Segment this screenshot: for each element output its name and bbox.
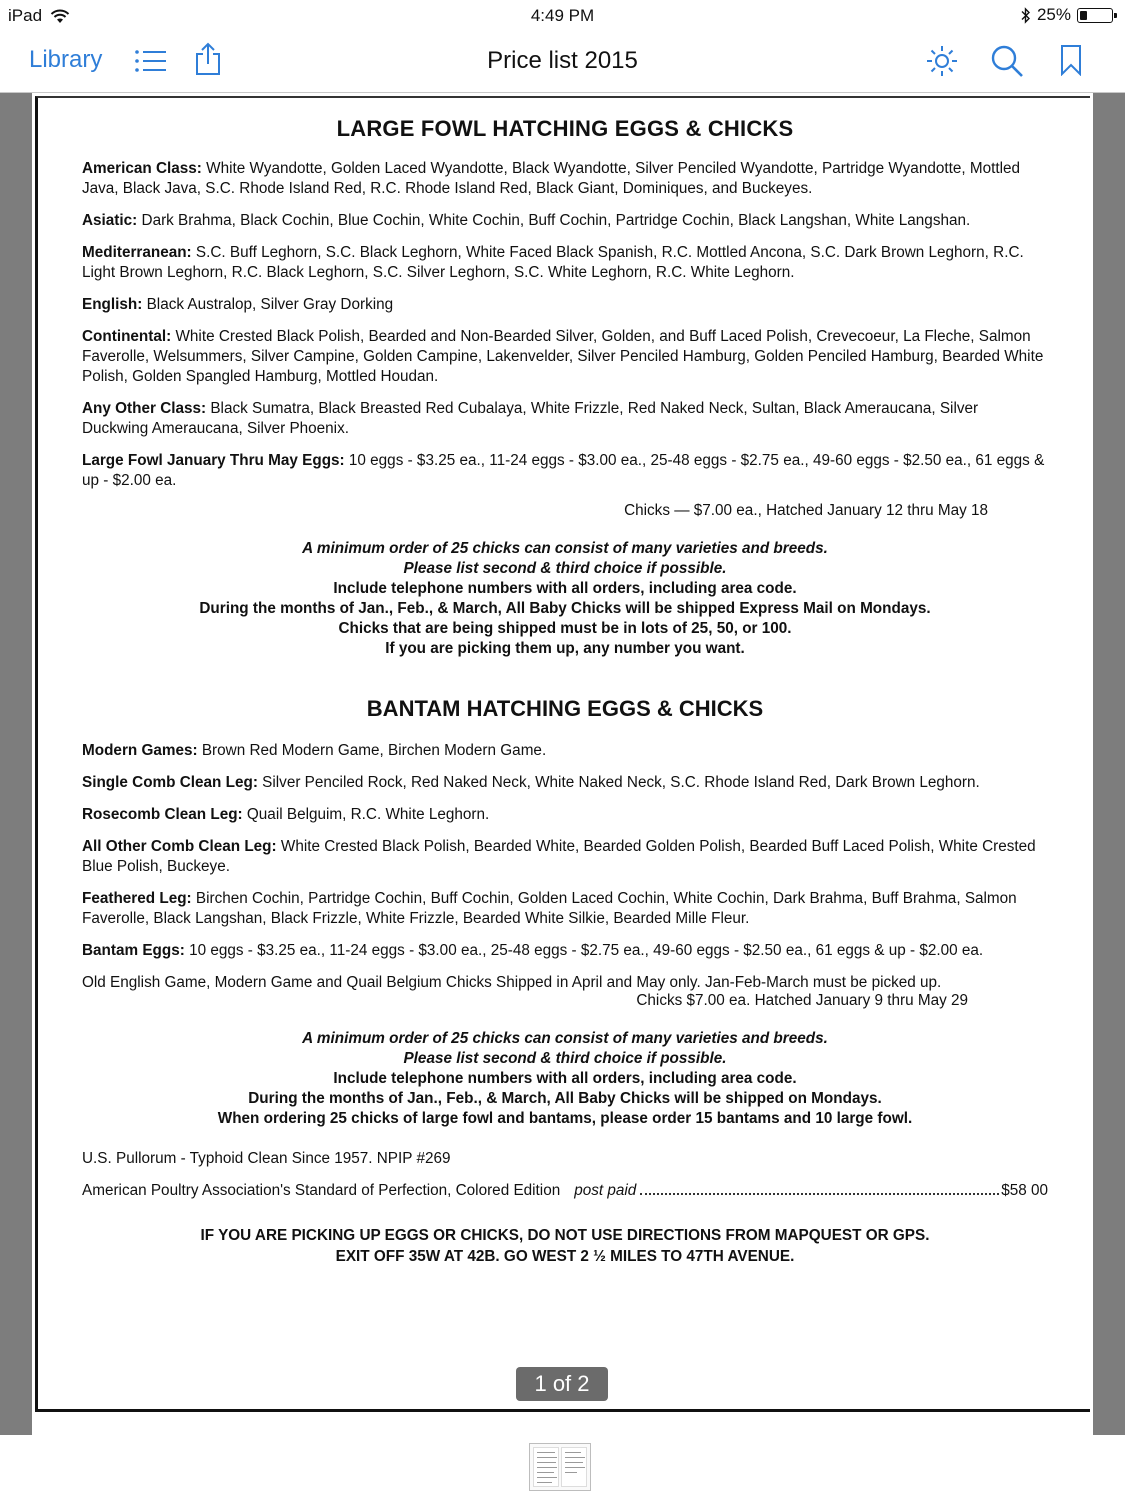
pdf-page[interactable] — [32, 93, 1093, 1435]
device-name: iPad — [8, 6, 43, 25]
class-breeds: S.C. Buff Leghorn, S.C. Black Leghorn, White Faced Black Spanish, R.C. Mottled Ancona, S.C. Dark Brown Leghorn, R.C. Light Brown Leghorn, R.C. Black Leghorn, S.C. Silver Leghorn, S.C. White Leghorn, R.C. White Leghorn. — [82, 244, 1024, 281]
class-breeds: White Crested Black Polish, Bearded White, Bearded Golden Polish, Bearded Buff Laced Polish, White Crested Blue Polish, Buckeye. — [82, 838, 1036, 875]
breed-class-paragraph — [82, 399, 1048, 439]
book-price: $58 00 — [1001, 1182, 1048, 1199]
large-fowl-notice — [82, 539, 1048, 659]
reader-toolbar — [0, 30, 1125, 93]
notice-line: Chicks that are being shipped must be in lots of 25, 50, or 100. — [338, 620, 792, 637]
pullorum-note: U.S. Pullorum - Typhoid Clean Since 1957. NPIP #269 — [82, 1150, 451, 1167]
bantam-notice — [82, 1029, 1048, 1129]
class-label: Feathered Leg: — [82, 890, 192, 907]
breed-class-paragraph — [82, 805, 1048, 825]
thumbnail-page-2 — [561, 1447, 587, 1487]
class-breeds: Black Sumatra, Black Breasted Red Cubalaya, White Frizzle, Red Naked Neck, Sultan, Black Ameraucana, Silver Duckwing Ameraucana, Silver Phoenix. — [82, 400, 979, 437]
price-label: Bantam Eggs: — [82, 942, 185, 959]
breed-class-paragraph — [82, 773, 1048, 793]
breed-class-paragraph — [82, 243, 1048, 283]
class-label: Continental: — [82, 328, 172, 345]
notice-line: Please list second & third choice if possible. — [403, 1050, 727, 1067]
class-label: Modern Games: — [82, 742, 198, 759]
notice-line: When ordering 25 chicks of large fowl and bantams, please order 15 bantams and 10 large fowl. — [217, 1110, 913, 1127]
notice-line: Include telephone numbers with all orders, including area code. — [333, 1070, 797, 1087]
class-label: English: — [82, 296, 143, 313]
breed-class-paragraph — [82, 889, 1048, 929]
breed-class-paragraph — [82, 159, 1048, 199]
brightness-icon[interactable] — [926, 45, 958, 77]
bantam-chicks-price: Chicks $7.00 ea. Hatched January 9 thru May 29 — [636, 992, 968, 1009]
search-icon[interactable] — [990, 44, 1024, 78]
class-label: Single Comb Clean Leg: — [82, 774, 258, 791]
notice-line: A minimum order of 25 chicks can consist of many varieties and breeds. — [302, 1030, 828, 1047]
notice-line: During the months of Jan., Feb., & March, All Baby Chicks will be shipped Express Mail on Mondays. — [199, 600, 931, 617]
class-breeds: White Crested Black Polish, Bearded and Non-Bearded Silver, Golden, and Buff Laced Polish, Crevecoeur, La Fleche, Salmon Faverolle, Welsummers, Silver Campine, Golden Campine, Lakenvelder, Silver Penciled Hamburg, Golden Penciled Hamburg, Bearded White Polish, Golden Spangled Hamburg, Mottled Houdan. — [82, 328, 1044, 385]
pickup-directions — [82, 1225, 1048, 1267]
book-title: American Poultry Association's Standard of Perfection, Colored Edition — [82, 1182, 561, 1199]
book-postpaid: post paid — [574, 1182, 637, 1199]
library-button[interactable]: Library — [29, 46, 103, 73]
bantam-prices — [82, 941, 1048, 961]
class-breeds: Dark Brahma, Black Cochin, Blue Cochin, White Cochin, Buff Cochin, Partridge Cochin, Black Langshan, White Langshan. — [137, 212, 971, 229]
page-thumbnail-strip — [0, 1435, 1125, 1500]
breed-class-paragraph — [82, 295, 1048, 315]
class-label: Any Other Class: — [82, 400, 207, 417]
class-label: Rosecomb Clean Leg: — [82, 806, 243, 823]
notice-line: A minimum order of 25 chicks can consist of many varieties and breeds. — [302, 540, 828, 557]
class-breeds: Black Australop, Silver Gray Dorking — [142, 296, 394, 313]
class-breeds: Quail Belguim, R.C. White Leghorn. — [242, 806, 490, 823]
large-fowl-heading: LARGE FOWL HATCHING EGGS & CHICKS — [336, 116, 794, 141]
battery-percent: 25% — [1036, 5, 1071, 24]
bluetooth-icon — [1021, 7, 1031, 24]
bantam-shipping-note: Old English Game, Modern Game and Quail Belgium Chicks Shipped in April and May only. Jan-Feb-March must be picked up. — [82, 974, 942, 991]
breed-class-paragraph — [82, 327, 1048, 387]
price-text: 10 eggs - $3.25 ea., 11-24 eggs - $3.00 ea., 25-48 eggs - $2.75 ea., 49-60 eggs - $2.50 ea., 61 eggs & up - $2.00 ea. — [184, 942, 984, 959]
class-breeds: Brown Red Modern Game, Birchen Modern Game. — [197, 742, 547, 759]
large-fowl-chicks-price: Chicks — $7.00 ea., Hatched January 12 thru May 18 — [624, 502, 988, 519]
document-title: Price list 2015 — [487, 47, 638, 74]
class-breeds: Silver Penciled Rock, Red Naked Neck, White Naked Neck, S.C. Rhode Island Red, Dark Brown Leghorn. — [257, 774, 980, 791]
class-label: All Other Comb Clean Leg: — [82, 838, 277, 855]
dot-leader — [640, 1192, 999, 1195]
large-fowl-prices — [82, 451, 1048, 491]
thumbnail-page-1 — [533, 1447, 559, 1487]
class-breeds: White Wyandotte, Golden Laced Wyandotte, Black Wyandotte, Silver Penciled Wyandotte, Partridge Wyandotte, Mottled Java, Black Java, S.C. Rhode Island Red, R.C. Rhode Island Red, Black Giant, Dominiques, and Buckeyes. — [82, 160, 1021, 197]
pickup-line: IF YOU ARE PICKING UP EGGS OR CHICKS, DO NOT USE DIRECTIONS FROM MAPQUEST OR GPS. — [200, 1227, 930, 1244]
price-label: Large Fowl January Thru May Eggs: — [82, 452, 345, 469]
class-label: Mediterranean: — [82, 244, 192, 261]
notice-line: During the months of Jan., Feb., & March, All Baby Chicks will be shipped on Mondays. — [248, 1090, 882, 1107]
notice-line: Include telephone numbers with all orders, including area code. — [333, 580, 797, 597]
bantam-heading: BANTAM HATCHING EGGS & CHICKS — [366, 696, 764, 721]
class-label: American Class: — [82, 160, 202, 177]
bookmark-icon[interactable] — [1060, 44, 1082, 76]
price-text: 10 eggs - $3.25 ea., 11-24 eggs - $3.00 ea., 25-48 eggs - $2.75 ea., 49-60 eggs - $2.50 ea., 61 eggs & up - $2.00 ea. — [82, 452, 1045, 489]
page-content — [82, 115, 1048, 1267]
breed-class-paragraph — [82, 741, 1048, 761]
clock: 4:49 PM — [530, 6, 595, 25]
battery-icon — [1077, 8, 1113, 23]
pickup-line: EXIT OFF 35W AT 42B. GO WEST 2 ½ MILES TO 47TH AVENUE. — [335, 1248, 795, 1265]
breed-class-paragraph — [82, 211, 1048, 231]
class-breeds: Birchen Cochin, Partridge Cochin, Buff Cochin, Golden Laced Cochin, White Cochin, Dark Brahma, Buff Brahma, Salmon Faverolle, Black Langshan, Black Frizzle, White Frizzle, Bearded White Silkie, Bearded Mille Fleur. — [82, 890, 1017, 927]
notice-line: If you are picking them up, any number you want. — [385, 640, 745, 657]
page-indicator: 1 of 2 — [516, 1367, 608, 1401]
page-thumbnail[interactable] — [529, 1443, 591, 1491]
class-label: Asiatic: — [82, 212, 138, 229]
bantam-class-list — [82, 741, 1048, 929]
book-offer — [82, 1181, 1048, 1201]
breed-class-paragraph — [82, 837, 1048, 877]
large-fowl-class-list — [82, 159, 1048, 439]
battery-level — [1080, 11, 1087, 20]
document-viewer[interactable] — [0, 93, 1125, 1435]
status-bar — [0, 0, 1125, 30]
notice-line: Please list second & third choice if possible. — [403, 560, 727, 577]
